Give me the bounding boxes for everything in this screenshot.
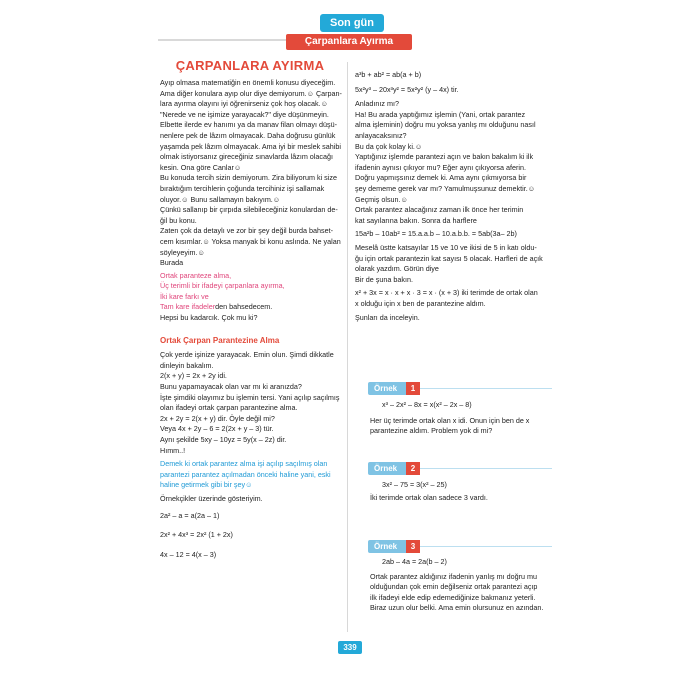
list-item: Ortak paranteze alma, <box>160 270 232 280</box>
list-summary: Hepsi bu kadarcık. Çok mu ki? <box>160 313 258 323</box>
page-number: 339 <box>338 641 362 654</box>
topic-list <box>160 271 342 313</box>
boxed-example: x² + 3x = x · x + x · 3 = x · (x + 3) iki terimde de ortak olan <box>355 288 538 298</box>
page-title: ÇARPANLARA AYIRMA <box>175 58 325 73</box>
example-badge-2: Örnek 2 <box>368 462 420 475</box>
header-tab: Son gün <box>320 14 384 32</box>
equation: 2a² – a = a(2a – 1) <box>160 510 220 520</box>
intro-paragraph: Ayıp olmasa matematiğin en önemli konusu diyeceğim. Ama diğer konulara ayıp olur diye demiyorum.☺ Çarpan- lara ayırma olayını iyi öğrenirseniz çok hoş olacak.☺ "Nerede ve ne işimize yarayacak?" diye düşünmeyin. Elbette ilerde ev hanımı ya da manav filan olmayı düşü- nenlere pek de lâzım olmayacak. Daha doğrusu günlük yaşamda pek lâzım olmayacak. Ama iyi bir meslek sahibi olmak istiyorsanız gireceğiniz sınavlarda lâzım olacağı kesin. Ona göre Canlar☺ Bu konuda tercih sizin demiyorum. Zira biliyorum ki size bıraktığım tercihlerin çoğunda tercihiniz işi sallamak oluyor.☺ Bunu sallamayın bakıyım.☺ Çünkü sallanıp bir çırpıda silebileceğiniz konulardan de- ğil bu konu. Zaten çok da detaylı ve zor bir şey değil burda bahset- cem kısımlar.☺ Yoksa manyak bi konu aslında. Ne yalan söyleyeyim.☺ Burada <box>160 78 342 268</box>
example-rule <box>420 388 552 389</box>
example-rule <box>420 468 552 469</box>
example-1: x³ – 2x² – 8x = x(x² – 2x – 8) Her üç terimde ortak olan x idi. Onun için ben de x parantezine aldım. Problem yok di mi? <box>370 400 555 437</box>
chapter-banner: Çarpanlara Ayırma <box>286 34 412 50</box>
list-item: Tam kare ifadelerden bahsedecem. <box>160 302 273 312</box>
equation: x³ – 2x² – 8x = x(x² – 2x – 8) <box>382 400 472 409</box>
equation: 2ab – 4a = 2a(b – 2) <box>382 557 447 566</box>
example-badge-3: Örnek 3 <box>368 540 420 553</box>
example-rule <box>420 546 552 547</box>
left-column <box>160 78 342 560</box>
example-badge-1: Örnek 1 <box>368 382 420 395</box>
list-item: İki kare farkı ve <box>160 291 209 301</box>
example-2: 3x² – 75 = 3(x² – 25) İki terimde ortak olan sadece 3 vardı. <box>370 480 555 503</box>
section-body: Çok yerde işinize yarayacak. Emin olun. Şimdi dikkatle dinleyin bakalım. 2(x + y) = 2x + 2y idi. Bunu yapamayacak olan var mı ki aranızda? İşte şimdiki olayımız bu işlemin tersi. Yani açılıp saçılmış olan ifadeyi ortak çarpan parantezine alma. 2x + 2y = 2(x + y) dir. Öyle değil mi? Veya 4x + 2y – 6 = 2(2x + y – 3) tür. Aynı şekilde 5xy – 10yz = 5y(x – 2z) dir. Hımm..! <box>160 350 340 455</box>
highlight-note: Demek ki ortak parantez alma işi açılıp saçılmış olan parantezi parantez açılmadan önceki haline yani, eski haline getirmek gibi bir şey☺ <box>160 459 331 490</box>
right-column: a³b + ab² = ab(a + b) 5x²y³ – 20x³y² = 5x²y² (y – 4x) tir. Anladınız mı? Ha! Bu arada yaptığımız işlemin (Yani, ortak parantez alma işleminin) doğru mu yoksa yanlış mı olduğunu nasıl anlayacaksınız? Bu da çok kolay ki.☺ Yaptığınız işlemde parantezi açın ve bakın bakalım ki ilk ifadenin aynısı çıkıyor mu? Eğer aynı çıkıyorsa aferin. Doğru yapmışsınız demek ki. Ama aynı çıkmıyorsa bir şey dememe gerek var mı? Yamulmuşsunuz demektir.☺ Geçmiş olsun.☺ Ortak parantez alacağınız zaman ilk önce her terimin kat sayılarına bakın. Sonra da harflere 15a²b – 10ab² = 15.a.a.b – 10.a.b.b. = 5ab(3a– 2b) Meselâ üstte katsayılar 15 ve 10 ve ikisi de 5 in katı oldu- ğu için ortak parantezin kat sayısı 5 olacak. Harfleri de açık olarak yazdım. Görün diye Bir de şuna bakın. x² + 3x = x · x + x · 3 = x · (x + 3) iki terimde de ortak olan x olduğu için x ben de parantezine aldım. Şunları da inceleyin. <box>355 70 550 324</box>
equation: 15a²b – 10ab² = 15.a.a.b – 10.a.b.b. = 5ab(3a– 2b) <box>355 229 517 239</box>
examples-intro: Örnekçikler üzerinde gösteriyim. <box>160 493 263 503</box>
equation-list <box>160 511 342 561</box>
section-title: Ortak Çarpan Parantezine Alma <box>160 335 280 345</box>
list-item: Üç terimli bir ifadeyi çarpanlara ayırma, <box>160 281 285 291</box>
equation: 3x² – 75 = 3(x² – 25) <box>382 480 447 489</box>
equation: 2x² + 4x³ = 2x² (1 + 2x) <box>160 530 233 540</box>
example-3: 2ab – 4a = 2a(b – 2) Ortak parantez aldığınız ifadenin yanlış mı doğru mu olduğundan çok emin değilseniz ortak parantezi açıp ilk ifadeyi elde edip edemediğinize bakmanız yeterli. Biraz uzun olur belki. Ama emin olursunuz en azından. <box>370 557 555 614</box>
column-divider <box>347 62 348 632</box>
equation: 4x – 12 = 4(x – 3) <box>160 549 217 559</box>
